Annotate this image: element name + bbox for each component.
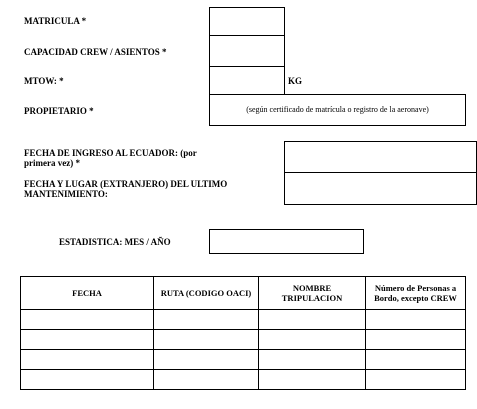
header-personas [366, 277, 466, 310]
table-header-row [21, 277, 466, 310]
fecha-mant-label-line1: FECHA Y LUGAR (EXTRANJERO) DEL ULTIMO [24, 179, 228, 189]
mtow-unit: KG [288, 76, 303, 86]
header-personas-line1: Número de Personas a [374, 283, 457, 293]
cell-fecha[interactable] [21, 350, 154, 370]
estadistica-field[interactable] [209, 229, 364, 254]
table-row [21, 370, 466, 390]
table-row [21, 350, 466, 370]
header-fecha-text: FECHA [72, 288, 102, 298]
matricula-label: MATRICULA * [24, 16, 87, 26]
header-nombre-line2: TRIPULACION [281, 293, 343, 303]
flight-log-table [20, 276, 466, 390]
fecha-ingreso-label-line2: primera vez) * [24, 158, 80, 168]
cell-ruta[interactable] [154, 370, 259, 390]
header-personas-line2: Bordo, excepto CREW [374, 293, 457, 303]
header-ruta-text: RUTA (CODIGO OACI) [160, 288, 252, 298]
fecha-ingreso-label-line1: FECHA DE INGRESO AL ECUADOR: (por [24, 148, 197, 158]
header-fecha [21, 277, 154, 310]
mtow-field[interactable] [209, 66, 285, 95]
cell-personas[interactable] [366, 330, 466, 350]
propietario-label: PROPIETARIO * [24, 106, 94, 116]
cell-nombre[interactable] [259, 370, 366, 390]
cell-nombre[interactable] [259, 310, 366, 330]
cell-nombre[interactable] [259, 330, 366, 350]
cell-fecha[interactable] [21, 310, 154, 330]
cell-ruta[interactable] [154, 330, 259, 350]
fecha-mant-label-line2: MANTENIMIENTO: [24, 189, 108, 199]
header-nombre-line1: NOMBRE [292, 283, 332, 293]
cell-ruta[interactable] [154, 350, 259, 370]
table-row [21, 330, 466, 350]
cell-ruta[interactable] [154, 310, 259, 330]
capacidad-field[interactable] [209, 35, 285, 67]
matricula-field[interactable] [209, 7, 285, 36]
cell-personas[interactable] [366, 370, 466, 390]
fecha-ingreso-field[interactable] [284, 141, 477, 173]
cell-fecha[interactable] [21, 370, 154, 390]
header-ruta [154, 277, 259, 310]
cell-personas[interactable] [366, 350, 466, 370]
cell-personas[interactable] [366, 310, 466, 330]
header-nombre [259, 277, 366, 310]
estadistica-label: ESTADISTICA: MES / AÑO [59, 237, 171, 247]
propietario-hint: (según certificado de matrícula o registro de la aeronave) [246, 105, 429, 114]
mtow-label: MTOW: * [24, 76, 64, 86]
capacidad-label: CAPACIDAD CREW / ASIENTOS * [24, 47, 167, 57]
table-row [21, 310, 466, 330]
fecha-mant-field[interactable] [284, 172, 477, 205]
cell-nombre[interactable] [259, 350, 366, 370]
cell-fecha[interactable] [21, 330, 154, 350]
